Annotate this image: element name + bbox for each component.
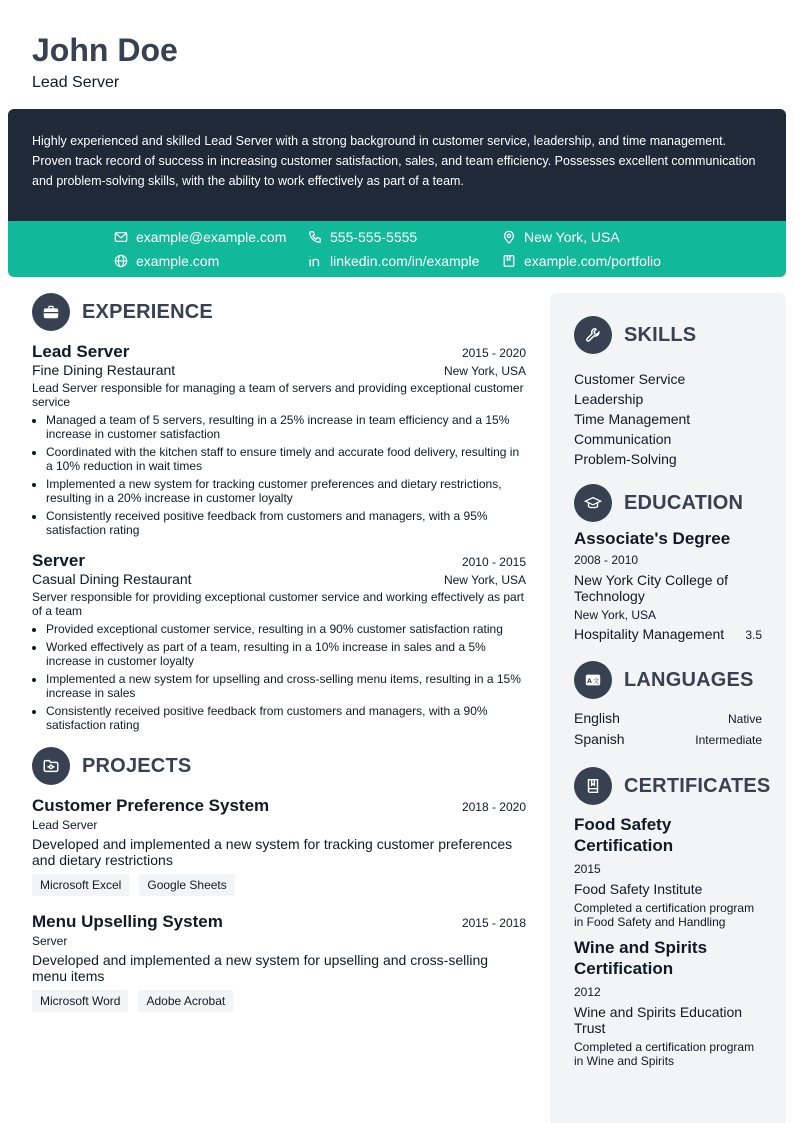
certificate-name: Food Safety Certification [574, 815, 674, 855]
job-bullet: • Implemented a new system for upselling and cross-selling menu items, resulting in a 15% increase in sales [46, 672, 526, 700]
education-school: New York City College of Technology [574, 572, 729, 604]
graduation-cap-icon [574, 484, 612, 522]
svg-text:文: 文 [593, 678, 600, 686]
projects-heading [32, 746, 526, 786]
phone-icon [308, 230, 322, 244]
certificate-description: Completed a certification program in Food Safety and Handling [574, 901, 755, 929]
book-icon [574, 767, 612, 805]
skill-item: Communication [574, 431, 672, 447]
job-bullet: • Implemented a new system for tracking customer preferences and dietary restrictions, resulting in a 20% increase in customer loyalty [46, 477, 526, 505]
job-bullet: • Provided exceptional customer service, resulting in a 90% customer satisfaction rating [46, 622, 526, 636]
main-column [32, 292, 526, 1012]
job-dates: 2015 - 2020 [461, 346, 526, 360]
job-bullets [32, 413, 526, 537]
projects-title: PROJECTS [82, 754, 192, 777]
job-location: New York, USA [443, 573, 526, 587]
location-text: New York, USA [524, 229, 620, 245]
contact-portfolio[interactable] [502, 251, 661, 271]
languages-list [574, 708, 762, 750]
skill-item: Time Management [574, 411, 691, 427]
skills-list [574, 369, 762, 469]
project-dates: 2018 - 2020 [461, 800, 526, 814]
certificate-issuer: Food Safety Institute [574, 881, 703, 897]
resume-header [32, 30, 178, 92]
experience-item [32, 551, 526, 732]
project-tag: Adobe Acrobat [138, 990, 233, 1012]
skill-item: Leadership [574, 391, 644, 407]
candidate-name: John Doe [32, 32, 178, 68]
education-dates: 2008 - 2010 [574, 553, 639, 567]
job-company: Casual Dining Restaurant [32, 571, 192, 587]
linkedin-text: linkedin.com/in/example [330, 253, 480, 269]
education-heading [574, 483, 762, 523]
education-field: Hospitality Management [574, 626, 725, 642]
language-item [574, 708, 762, 729]
contact-website[interactable] [114, 251, 219, 271]
mail-icon [114, 230, 128, 244]
job-bullet: • Managed a team of 5 servers, resulting in a 25% increase in team efficiency and a 15% increase in customer satisfaction [46, 413, 526, 441]
summary-text: Highly experienced and skilled Lead Server with a strong background in customer service, leadership, and time management. Proven track record of success in increasing customer satisfaction, sales, and team efficiency. Possesses excellent communication and problem-solving skills, with the ability to work effectively as part of a team. [32, 134, 756, 188]
language-name: English [574, 710, 620, 726]
certificate-year: 2015 [574, 862, 601, 876]
contact-linkedin[interactable] [308, 251, 479, 271]
languages-heading [574, 660, 762, 700]
job-dates: 2010 - 2015 [461, 555, 526, 569]
project-title: Customer Preference System [32, 796, 270, 815]
contact-phone[interactable] [308, 227, 417, 247]
experience-title: EXPERIENCE [82, 300, 213, 323]
globe-icon [114, 254, 128, 268]
skills-title: SKILLS [624, 323, 697, 346]
certificate-issuer: Wine and Spirits Education Trust [574, 1004, 743, 1036]
wrench-icon [574, 316, 612, 354]
job-company: Fine Dining Restaurant [32, 362, 176, 378]
job-bullet: • Consistently received positive feedback from customers and managers, with a 90% satisfaction rating [46, 704, 526, 732]
certificate-year: 2012 [574, 985, 601, 999]
certificates-title: CERTIFICATES [624, 774, 771, 797]
certificate-item [574, 937, 762, 1068]
project-tag: Microsoft Excel [32, 874, 129, 896]
certificate-name: Wine and Spirits Certification [574, 938, 708, 978]
skills-heading [574, 315, 762, 355]
experience-item [32, 342, 526, 537]
project-dates: 2015 - 2018 [461, 916, 526, 930]
job-title: Lead Server [32, 342, 130, 361]
summary-panel [8, 109, 786, 221]
certificate-description: Completed a certification program in Wine and Spirits [574, 1040, 755, 1068]
project-item [32, 912, 526, 1012]
certificate-item [574, 814, 762, 929]
job-description: Server responsible for providing exceptional customer service and working effectively as part of a team [32, 590, 525, 618]
experience-heading [32, 292, 526, 332]
job-description: Lead Server responsible for managing a team of servers and providing exceptional customer service [32, 381, 524, 409]
languages-title: LANGUAGES [624, 668, 754, 691]
language-level: Intermediate [695, 733, 762, 747]
education-gpa: 3.5 [745, 628, 762, 642]
project-description: Developed and implemented a new system for upselling and cross-selling menu items [32, 952, 489, 984]
project-description: Developed and implemented a new system for tracking customer preferences and dietary restrictions [32, 836, 513, 868]
project-tags [32, 990, 526, 1012]
skill-item: Problem-Solving [574, 451, 677, 467]
education-location: New York, USA [574, 608, 657, 622]
candidate-title: Lead Server [32, 74, 120, 91]
skill-item: Customer Service [574, 371, 686, 387]
education-field-row [574, 626, 762, 642]
project-tags [32, 874, 526, 896]
language-level: Native [727, 712, 762, 726]
education-degree: Associate's Degree [574, 529, 731, 548]
contact-bar [8, 221, 786, 277]
sidebar [550, 293, 786, 1123]
project-tag: Google Sheets [139, 874, 234, 896]
portfolio-icon [502, 254, 516, 268]
translate-icon [574, 661, 612, 699]
project-title: Menu Upselling System [32, 912, 223, 931]
email-text: example@example.com [136, 229, 287, 245]
contact-location [502, 227, 620, 247]
website-text: example.com [136, 253, 220, 269]
briefcase-icon [32, 293, 70, 331]
job-location: New York, USA [443, 364, 526, 378]
linkedin-icon [308, 254, 322, 268]
phone-text: 555-555-5555 [330, 229, 418, 245]
job-bullet: • Coordinated with the kitchen staff to ensure timely and accurate food delivery, resulting in a 10% reduction in wait times [46, 445, 526, 473]
project-role: Server [32, 934, 68, 948]
language-name: Spanish [574, 731, 625, 747]
location-pin-icon [502, 230, 516, 244]
contact-email[interactable] [114, 227, 286, 247]
project-item [32, 796, 526, 896]
job-bullet: • Worked effectively as part of a team, resulting in a 10% increase in sales and a 5% increase in customer loyalty [46, 640, 526, 668]
education-title: EDUCATION [624, 491, 744, 514]
project-tag: Microsoft Word [32, 990, 128, 1012]
portfolio-text: example.com/portfolio [524, 253, 661, 269]
svg-text:A: A [586, 678, 592, 686]
language-item [574, 729, 762, 750]
certificates-heading [574, 766, 771, 806]
job-bullets [32, 622, 526, 732]
folder-icon [32, 747, 70, 785]
job-title: Server [32, 551, 85, 570]
job-bullet: • Consistently received positive feedback from customers and managers, with a 95% satisfaction rating [46, 509, 526, 537]
project-role: Lead Server [32, 818, 98, 832]
